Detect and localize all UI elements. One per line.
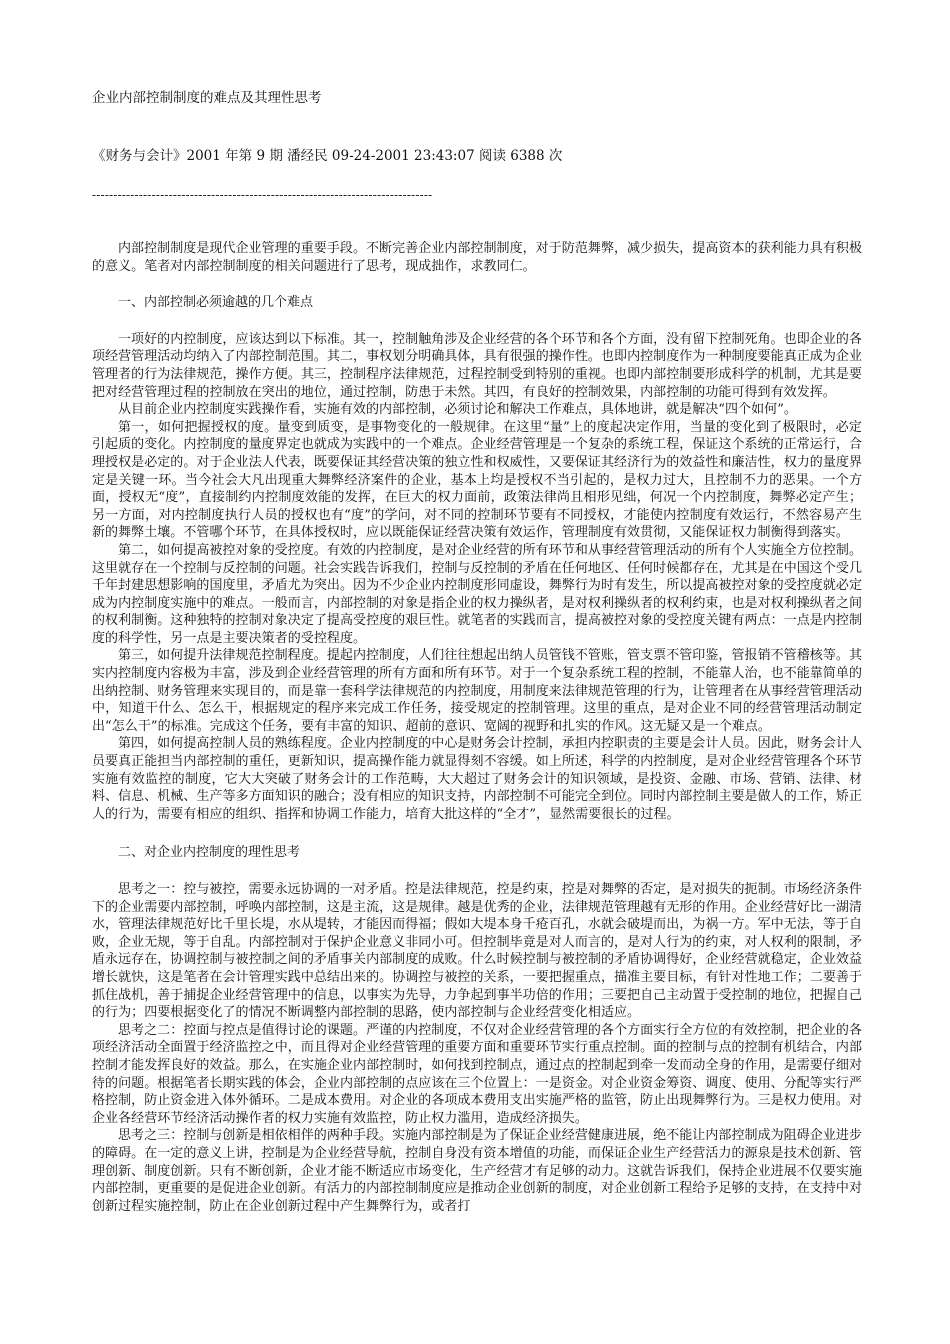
article-title: 企业内部控制制度的难点及其理性思考 — [92, 90, 322, 106]
article-meta: 《财务与会计》2001 年第 9 期 潘经民 09-24-2001 23:43:07 阅读 6388 次 — [92, 148, 563, 164]
section1-paragraph-3: 第一，如何把握授权的度。量变到质变，是事物变化的一般规律。在这里“量”上的度起决定作用，当量的变化到了极限时，必定引起质的变化。内控制度的量度界定也就成为实践中的一个难点。企业经营管理是一个复杂的系统工程，保证这个系统的正常运行，合理授权是必定的。对于企业法人代表，既要保证其经营决策的独立性和权威性，又要保证其经济行为的效益性和廉洁性，权力的量度界定是关键一环。当今社会大凡出现重大舞弊经济案件的企业，基本上均是授权不当引起的，是权力过大，且控制不力的恶果。一个方面，授权无“度”，直接制约内控制度效能的发挥，在巨大的权力面前，政策法律尚且相形见绌，何况一个内控制度，舞弊必定产生；另一方面，对内控制度执行人员的授权也有“度”的学问，对不同的控制环节要有不同授权，才能使内控制度有效运行，不然容易产生新的舞弊土壤。不管哪个环节，在具体授权时，应以既能保证经营决策有效运作，管理制度有效贯彻，又能保证权力制衡得到落实。 — [92, 419, 862, 541]
section2-heading: 二、对企业内控制度的理性思考 — [118, 845, 301, 861]
section1-paragraph-5: 第三，如何提升法律规范控制程度。提起内控制度，人们往往想起出纳人员管钱不管账，管支票不管印鉴，管报销不管稽核等。其实内控制度内容极为丰富，涉及到企业经营管理的所有方面和所有环节。对于一个复杂系统工程的控制，不能靠人治，也不能靠简单的出纳控制、财务管理来实现目的，而是靠一套科学法律规范的内控制度，用制度来法律规范管理的行为，让管理者在从事经营管理活动中，知道干什么、怎么干，根据规定的程序来完成工作任务，接受规定的控制管理。这里的重点，是对企业不同的经营管理活动制定出“怎么干”的标准。完成这个任务，要有丰富的知识、超前的意识、宽阔的视野和扎实的作风。这无疑又是一个难点。 — [92, 648, 862, 734]
article-body — [92, 240, 862, 1215]
section2-paragraph-1: 思考之一：控与被控，需要永远协调的一对矛盾。控是法律规范，控是约束，控是对舞弊的否定，是对损失的扼制。市场经济条件下的企业需要内部控制，呼唤内部控制，这是主流，这是规律。越是优秀的企业，法律规范管理越有无形的作用。企业经营好比一湖清水，管理法律规范好比千里长堤，水从堤转，才能因而得福；假如大堤本身千疮百孔，水就会破堤而出，为祸一方。军中无法，等于自败，企业无规，等于自乱。内部控制对于保护企业意义非同小可。但控制毕竟是对人而言的，是对人行为的约束，对人权利的限制，矛盾永远存在，协调控制与被控制之间的矛盾事关内部制度的成败。什么时候控制与被控制的矛盾协调得好，企业经营就稳定，企业效益增长就快，这是笔者在会计管理实践中总结出来的。协调控与被控的关系，一要把握重点，描准主要目标，有针对性地工作；二要善于抓住战机，善于捕捉企业经营管理中的信息，以事实为先导，力争起到事半功倍的作用；三要把自己主动置于受控制的地位，把握自己的行为；四要根据变化了的情况不断调整内部控制的思路，使内部控制与企业经营变化相适应。 — [92, 882, 862, 1021]
section2-paragraph-3: 思考之三：控制与创新是相依相伴的两种手段。实施内部控制是为了保证企业经营健康进展，绝不能让内部控制成为阻碍企业进步的障碍。在一定的意义上讲，控制是为企业经营导航，控制自身没有资本增值的功能，而保证企业生产经营活力的源泉是技术创新、管理创新、制度创新。只有不断创新，企业才能不断适应市场变化，生产经营才有足够的动力。这就告诉我们，保持企业进展不仅要实施内部控制，更重要的是促进企业创新。有活力的内部控制制度应是推动企业创新的制度，对企业创新工程给予足够的支持，在支持中对创新过程实施控制，防止在企业创新过程中产生舞弊行为，或者打 — [92, 1128, 862, 1214]
section1-paragraph-6: 第四，如何提高控制人员的熟练程度。企业内控制度的中心是财务会计控制，承担内控职责的主要是会计人员。因此，财务会计人员要真正能担当内部控制的重任，更新知识，提高操作能力就显得刻不容缓。如上所述，科学的内控制度，是对企业经营管理各个环节实施有效监控的制度，它大大突破了财务会计的工作范畴，大大超过了财务会计的知识领域，是投资、金融、市场、营销、法律、材料、信息、机械、生产等多方面知识的融合；没有相应的知识支持，内部控制不可能完全到位。同时内部控制主要是做人的工作，矫正人的行为，需要有相应的组织、指挥和协调工作能力，培育大批这样的“全才”，显然需要很长的过程。 — [92, 736, 862, 822]
section2-paragraph-2: 思考之二：控面与控点是值得讨论的课题。严谨的内控制度，不仅对企业经营管理的各个方面实行全方位的有效控制，把企业的各项经济活动全面置于经济监控之中，而且得对企业经营管理的重要方面和重要环节实行重点控制。面的控制与点的控制有机结合，内部控制才能发挥良好的效益。那么，在实施企业内部控制时，如何找到控制点，通过点的控制起到牵一发而动全身的作用，是需要仔细对待的问题。根据笔者长期实践的体会，企业内部控制的点应该在三个位置上：一是资金。对企业资金筹资、调度、使用、分配等实行严格控制，防止资金进入体外循环。二是成本费用。对企业的各项成本费用支出实施严格的监管，防止出现舞弊行为。三是权力使用。对企业各经营环节经济活动操作者的权力实施有效监控，防止权力滥用，造成经济损失。 — [92, 1022, 862, 1126]
intro-paragraph: 内部控制制度是现代企业管理的重要手段。不断完善企业内部控制制度，对于防范舞弊，减少损失，提高资本的获利能力具有积极的意义。笔者对内部控制制度的相关问题进行了思考，现成拙作，求教同仁。 — [92, 241, 862, 274]
divider-line: -------------------------------------------------------------------------------- — [92, 188, 433, 202]
section1-paragraph-4: 第二，如何提高被控对象的受控度。有效的内控制度，是对企业经营的所有环节和从事经营管理活动的所有个人实施全方位控制。这里就存在一个控制与反控制的问题。社会实践告诉我们，控制与反控制的矛盾在任何地区、任何时候都存在，尤其是在中国这个受几千年封建思想影响的国度里，矛盾尤为突出。因为不少企业内控制度形同虚设，舞弊行为时有发生，所以提高被控对象的受控度就必定成为内控制度实施中的难点。一般而言，内部控制的对象是指企业的权力操纵者，是对权利操纵者的权利约束，也是对权利操纵者之间的权利制衡。这种独特的控制对象决定了提高受控度的艰巨性。就笔者的实践而言，提高被控对象的受控度关键有两点：一点是内控制度的科学性，另一点是主要决策者的受控程度。 — [92, 542, 862, 646]
section1-heading: 一、内部控制必须逾越的几个难点 — [118, 295, 314, 311]
section1-paragraph-1: 一项好的内控制度，应该达到以下标准。其一，控制触角涉及企业经营的各个环节和各个方面，没有留下控制死角。也即企业的各项经营管理活动均纳入了内部控制范围。其二，事权划分明确具体，具有很强的操作性。也即内控制度作为一种制度要能真正成为企业管理者的行为法律规范，操作方便。其三，控制程序法律规范，过程控制受到特别的重视。也即内部控制要形成科学的机制，尤其是要把对经营管理过程的控制放在突出的地位，通过控制，防患于未然。其四，有良好的控制效果，内部控制的功能可得到有效发挥。 — [92, 331, 862, 400]
document-page — [92, 88, 862, 1215]
section1-paragraph-2: 从目前企业内控制度实践操作看，实施有效的内部控制，必须讨论和解决工作难点，具体地讲，就是解决“四个如何”。 — [118, 402, 797, 418]
